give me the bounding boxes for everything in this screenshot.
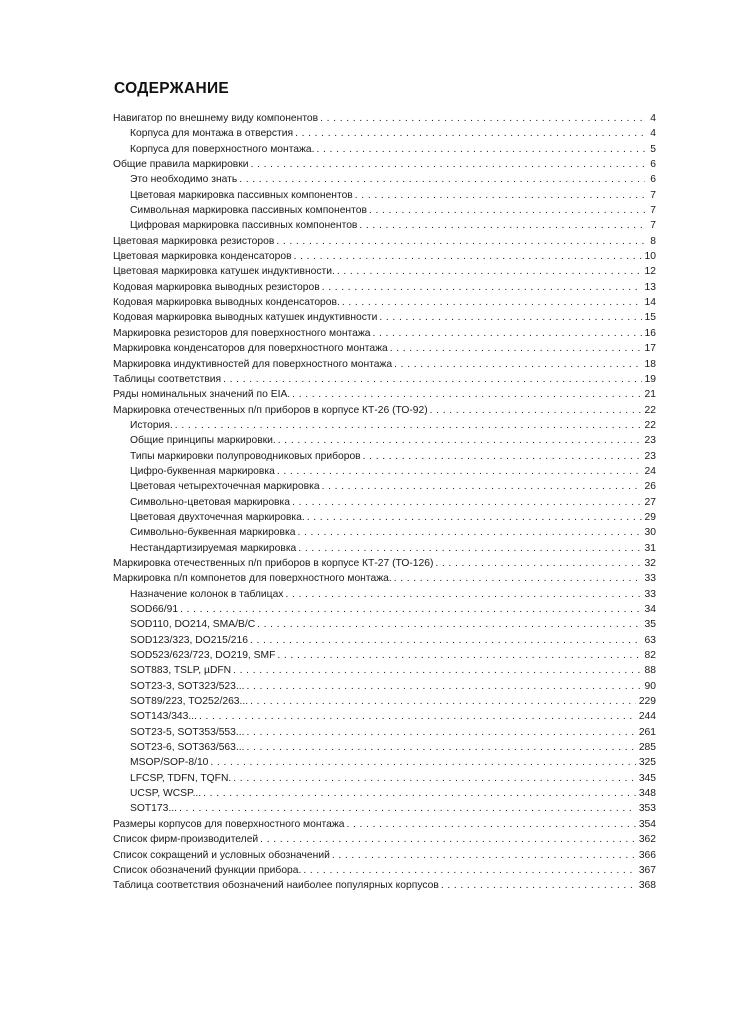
- toc-entry[interactable]: [113, 878, 656, 893]
- toc-entry-title: Кодовая маркировка выводных катушек индуктивности: [113, 312, 378, 324]
- toc-entry[interactable]: [113, 341, 656, 356]
- toc-entry-page-number: 367: [638, 864, 656, 876]
- toc-entry[interactable]: [113, 188, 656, 203]
- toc-entry-page-number: 4: [650, 113, 656, 124]
- toc-dot-leader: [250, 694, 636, 709]
- toc-entry-page-number: 229: [638, 696, 656, 708]
- toc-entry-title: Таблицы соответствия: [113, 373, 222, 385]
- toc-entry-page-number: 30: [644, 527, 656, 539]
- toc-entry-page-number: 8: [650, 235, 656, 247]
- toc-entry[interactable]: [113, 464, 656, 479]
- toc-entry[interactable]: [113, 571, 656, 586]
- toc-entry-title: Маркировка конденсаторов для поверхностного монтажа: [113, 343, 388, 355]
- toc-entry-page-number: 348: [638, 788, 656, 800]
- toc-dot-leader: [372, 326, 641, 341]
- toc-dot-leader: [347, 817, 636, 832]
- toc-dot-leader: [277, 648, 641, 663]
- toc-entry-title: Список обозначений функции прибора.: [113, 864, 302, 876]
- toc-entry[interactable]: [113, 280, 656, 295]
- toc-entry-page-number: 10: [644, 251, 656, 263]
- toc-entry-page-number: 5: [650, 143, 656, 155]
- toc-entry-page-number: 27: [644, 496, 656, 508]
- toc-dot-leader: [355, 188, 645, 203]
- toc-entry[interactable]: [113, 264, 656, 279]
- toc-dot-leader: [369, 203, 645, 218]
- toc-dot-leader: [363, 449, 642, 464]
- toc-entry[interactable]: [113, 157, 656, 172]
- toc-dot-leader: [233, 663, 641, 678]
- toc-entry[interactable]: [113, 249, 656, 264]
- toc-entry-title: История.: [130, 419, 173, 431]
- toc-dot-leader: [278, 433, 642, 448]
- toc-entry[interactable]: [113, 771, 656, 786]
- toc-dot-leader: [199, 709, 636, 724]
- toc-dot-leader: [292, 495, 642, 510]
- toc-entry[interactable]: [113, 449, 656, 464]
- toc-entry-title: Типы маркировки полупроводниковых приборов: [130, 450, 361, 462]
- toc-entry-title: Маркировка отечественных п/п приборов в корпусе КТ-26 (ТО-92): [113, 404, 428, 416]
- toc-dot-leader: [297, 525, 641, 540]
- toc-entry-page-number: 261: [638, 726, 656, 738]
- toc-dot-leader: [276, 234, 645, 249]
- toc-entry[interactable]: [113, 234, 656, 249]
- toc-entry-page-number: 13: [644, 281, 656, 293]
- toc-entry[interactable]: [113, 617, 656, 632]
- toc-entry-page-number: 33: [644, 573, 656, 585]
- toc-dot-leader: [246, 679, 641, 694]
- toc-dot-leader: [260, 832, 636, 847]
- toc-entry-page-number: 88: [644, 665, 656, 677]
- toc-entry[interactable]: [113, 587, 656, 602]
- toc-entry-page-number: 12: [644, 266, 656, 278]
- toc-entry-page-number: 368: [638, 880, 656, 892]
- toc-entry[interactable]: [113, 142, 656, 157]
- toc-entry-title: Цветовая четырехточечная маркировка: [130, 481, 320, 493]
- toc-entry-title: Символьно-цветовая маркировка: [130, 496, 290, 508]
- toc-dot-leader: [359, 218, 645, 233]
- toc-entry-title: Цветовая маркировка пассивных компонентов: [130, 189, 353, 201]
- toc-entry-page-number: 90: [644, 680, 656, 692]
- toc-entry[interactable]: [113, 725, 656, 740]
- toc-entry[interactable]: [113, 418, 656, 433]
- toc-entry-title: Кодовая маркировка выводных резисторов: [113, 281, 320, 293]
- toc-entry-title: Корпуса для монтажа в отверстия: [130, 128, 294, 140]
- toc-dot-leader: [342, 295, 642, 310]
- toc-entry-title: Цветовая маркировка резисторов: [113, 235, 275, 247]
- toc-entry-title: Цветовая маркировка конденсаторов: [113, 251, 292, 263]
- toc-entry-title: Маркировка индуктивностей для поверхностного монтажа: [113, 358, 393, 370]
- toc-entry-title: Цифро-буквенная маркировка: [130, 465, 275, 477]
- toc-dot-leader: [246, 725, 635, 740]
- toc-entry-title: Маркировка резисторов для поверхностного монтажа: [113, 327, 371, 339]
- toc-entry[interactable]: [113, 556, 656, 571]
- table-of-contents: [113, 111, 656, 894]
- toc-entry[interactable]: [113, 403, 656, 418]
- toc-entry-title: Общие принципы маркировки.: [130, 435, 276, 447]
- toc-dot-leader: [394, 571, 642, 586]
- toc-entry-title: SOT89/223, TO252/263...: [130, 696, 249, 708]
- toc-entry-title: SOT173...: [130, 803, 177, 815]
- toc-dot-leader: [294, 249, 642, 264]
- toc-dot-leader: [250, 633, 642, 648]
- toc-entry[interactable]: [113, 295, 656, 310]
- toc-entry[interactable]: [113, 755, 656, 770]
- toc-entry-title: Ряды номинальных значений по EIA.: [113, 389, 291, 401]
- toc-entry-title: SOD66/91: [130, 604, 179, 615]
- toc-entry[interactable]: [113, 310, 656, 325]
- toc-entry[interactable]: [113, 510, 656, 525]
- toc-entry-title: MSOP/SOP-8/10: [130, 757, 209, 769]
- toc-entry-page-number: 23: [644, 450, 656, 462]
- toc-entry-title: Корпуса для поверхностного монтажа.: [130, 143, 315, 155]
- toc-entry-page-number: 23: [644, 435, 656, 447]
- toc-entry-title: Маркировка п/п компонетов для поверхностного монтажа.: [113, 573, 392, 585]
- toc-entry-page-number: 18: [644, 358, 656, 370]
- toc-dot-leader: [390, 341, 642, 356]
- toc-entry-title: Это необходимо знать: [130, 174, 238, 186]
- toc-dot-leader: [203, 786, 636, 801]
- toc-entry-title: Кодовая маркировка выводных конденсаторов.: [113, 297, 340, 309]
- toc-entry[interactable]: [113, 848, 656, 863]
- toc-entry-title: Нестандартизируемая маркировка: [130, 542, 297, 554]
- toc-entry-page-number: 29: [644, 511, 656, 523]
- toc-entry-page-number: 7: [650, 205, 656, 217]
- toc-entry-page-number: 22: [644, 404, 656, 416]
- toc-entry-page-number: 7: [650, 220, 656, 232]
- toc-entry[interactable]: [113, 541, 656, 556]
- toc-entry-title: Цветовая маркировка катушек индуктивности.: [113, 266, 335, 278]
- toc-entry-page-number: 33: [644, 588, 656, 600]
- toc-entry-title: SOT143/343...: [130, 711, 197, 723]
- toc-dot-leader: [320, 111, 645, 126]
- toc-dot-leader: [435, 556, 641, 571]
- toc-entry-page-number: 19: [644, 373, 656, 385]
- toc-entry-title: Размеры корпусов для поверхностного монтажа: [113, 818, 345, 830]
- toc-entry[interactable]: [113, 863, 656, 878]
- toc-entry[interactable]: [113, 172, 656, 187]
- toc-entry-page-number: 24: [644, 465, 656, 477]
- toc-entry[interactable]: [113, 387, 656, 402]
- toc-dot-leader: [317, 142, 646, 157]
- toc-entry[interactable]: [113, 801, 656, 816]
- toc-entry-page-number: 244: [638, 711, 656, 723]
- toc-entry-page-number: 285: [638, 742, 656, 754]
- toc-entry-page-number: 34: [644, 604, 656, 615]
- toc-dot-leader: [277, 464, 642, 479]
- toc-entry[interactable]: [113, 357, 656, 372]
- toc-dot-leader: [295, 126, 645, 141]
- toc-entry[interactable]: [113, 648, 656, 663]
- toc-entry-page-number: 32: [644, 557, 656, 569]
- toc-entry-page-number: 14: [644, 297, 656, 309]
- toc-entry[interactable]: [113, 326, 656, 341]
- toc-entry-page-number: 362: [638, 834, 656, 846]
- toc-entry[interactable]: [113, 111, 656, 126]
- toc-entry[interactable]: [113, 479, 656, 494]
- toc-entry-page-number: 22: [644, 419, 656, 431]
- toc-dot-leader: [223, 372, 641, 387]
- toc-entry[interactable]: [113, 495, 656, 510]
- toc-entry[interactable]: [113, 709, 656, 724]
- toc-dot-leader: [379, 310, 641, 325]
- toc-dot-leader: [307, 510, 642, 525]
- toc-entry[interactable]: [113, 525, 656, 540]
- toc-dot-leader: [394, 357, 641, 372]
- toc-entry-page-number: 354: [638, 818, 656, 830]
- toc-dot-leader: [233, 771, 636, 786]
- toc-dot-leader: [180, 602, 641, 617]
- toc-entry[interactable]: [113, 218, 656, 233]
- toc-dot-leader: [292, 387, 641, 402]
- toc-entry[interactable]: [113, 679, 656, 694]
- toc-entry-title: SOT883, TSLP, µDFN: [130, 665, 232, 677]
- toc-entry-page-number: 345: [638, 772, 656, 784]
- toc-dot-leader: [430, 403, 642, 418]
- toc-entry-title: Список фирм-производителей: [113, 834, 259, 846]
- toc-entry-page-number: 82: [644, 650, 656, 662]
- toc-entry-page-number: 21: [644, 389, 656, 401]
- toc-entry-title: Символьно-буквенная маркировка: [130, 527, 296, 539]
- toc-entry[interactable]: [113, 663, 656, 678]
- toc-dot-leader: [210, 755, 635, 770]
- toc-entry-title: SOT23-6, SOT363/563...: [130, 742, 245, 754]
- toc-entry[interactable]: [113, 832, 656, 847]
- toc-dot-leader: [285, 587, 641, 602]
- toc-entry-page-number: 31: [644, 542, 656, 554]
- toc-entry-page-number: 26: [644, 481, 656, 493]
- toc-entry-title: Список сокращений и условных обозначений: [113, 849, 330, 861]
- toc-dot-leader: [251, 157, 645, 172]
- toc-entry-page-number: 4: [650, 128, 656, 140]
- toc-entry-page-number: 17: [644, 343, 656, 355]
- toc-entry[interactable]: [113, 786, 656, 801]
- toc-dot-leader: [332, 848, 636, 863]
- toc-entry-title: Назначение колонок в таблицах: [130, 588, 284, 600]
- toc-entry-page-number: 63: [644, 634, 656, 646]
- toc-entry-page-number: 35: [644, 619, 656, 631]
- toc-entry[interactable]: [113, 203, 656, 218]
- toc-dot-leader: [337, 264, 642, 279]
- toc-dot-leader: [179, 801, 636, 816]
- toc-entry-title: Таблица соответствия обозначений наиболее популярных корпусов: [113, 880, 439, 892]
- toc-entry-page-number: 16: [644, 327, 656, 339]
- toc-entry[interactable]: [113, 126, 656, 141]
- toc-entry[interactable]: [113, 433, 656, 448]
- toc-dot-leader: [257, 617, 641, 632]
- toc-dot-leader: [303, 863, 635, 878]
- toc-entry-page-number: 353: [638, 803, 656, 815]
- toc-entry-title: Маркировка отечественных п/п приборов в корпусе КТ-27 (ТО-126): [113, 557, 434, 569]
- toc-entry-title: LFCSP, TDFN, TQFN.: [130, 772, 232, 784]
- toc-entry-title: SOD110, DO214, SMA/B/C: [130, 619, 256, 631]
- toc-entry-title: Навигатор по внешнему виду компонентов: [113, 113, 319, 124]
- toc-entry-title: SOD123/323, DO215/216: [130, 634, 248, 646]
- toc-entry-page-number: 6: [650, 159, 656, 171]
- toc-entry[interactable]: [113, 817, 656, 832]
- toc-dot-leader: [322, 479, 642, 494]
- page-title: СОДЕРЖАНИЕ: [114, 80, 230, 97]
- toc-entry[interactable]: [113, 694, 656, 709]
- toc-entry-title: Символьная маркировка пассивных компонентов: [130, 205, 367, 217]
- toc-entry-title: Общие правила маркировки: [113, 159, 249, 171]
- toc-dot-leader: [441, 878, 636, 893]
- toc-entry-page-number: 7: [650, 189, 656, 201]
- toc-entry-title: SOT23-5, SOT353/553...: [130, 726, 245, 738]
- toc-entry-page-number: 6: [650, 174, 656, 186]
- toc-entry-page-number: 15: [644, 312, 656, 324]
- toc-entry-title: SOD523/623/723, DO219, SMF: [130, 650, 276, 662]
- toc-entry[interactable]: [113, 633, 656, 648]
- toc-entry-title: Цифровая маркировка пассивных компонентов: [130, 220, 358, 232]
- toc-dot-leader: [322, 280, 642, 295]
- toc-entry-title: SOT23-3, SOT323/523...: [130, 680, 245, 692]
- toc-entry[interactable]: [113, 740, 656, 755]
- toc-entry[interactable]: [113, 602, 656, 617]
- toc-entry-title: UCSP, WCSP...: [130, 788, 202, 800]
- toc-dot-leader: [175, 418, 642, 433]
- toc-dot-leader: [298, 541, 641, 556]
- toc-dot-leader: [246, 740, 635, 755]
- toc-dot-leader: [239, 172, 645, 187]
- toc-entry-page-number: 366: [638, 849, 656, 861]
- toc-entry[interactable]: [113, 372, 656, 387]
- toc-entry-page-number: 325: [638, 757, 656, 769]
- toc-entry-title: Цветовая двухточечная маркировка.: [130, 511, 305, 523]
